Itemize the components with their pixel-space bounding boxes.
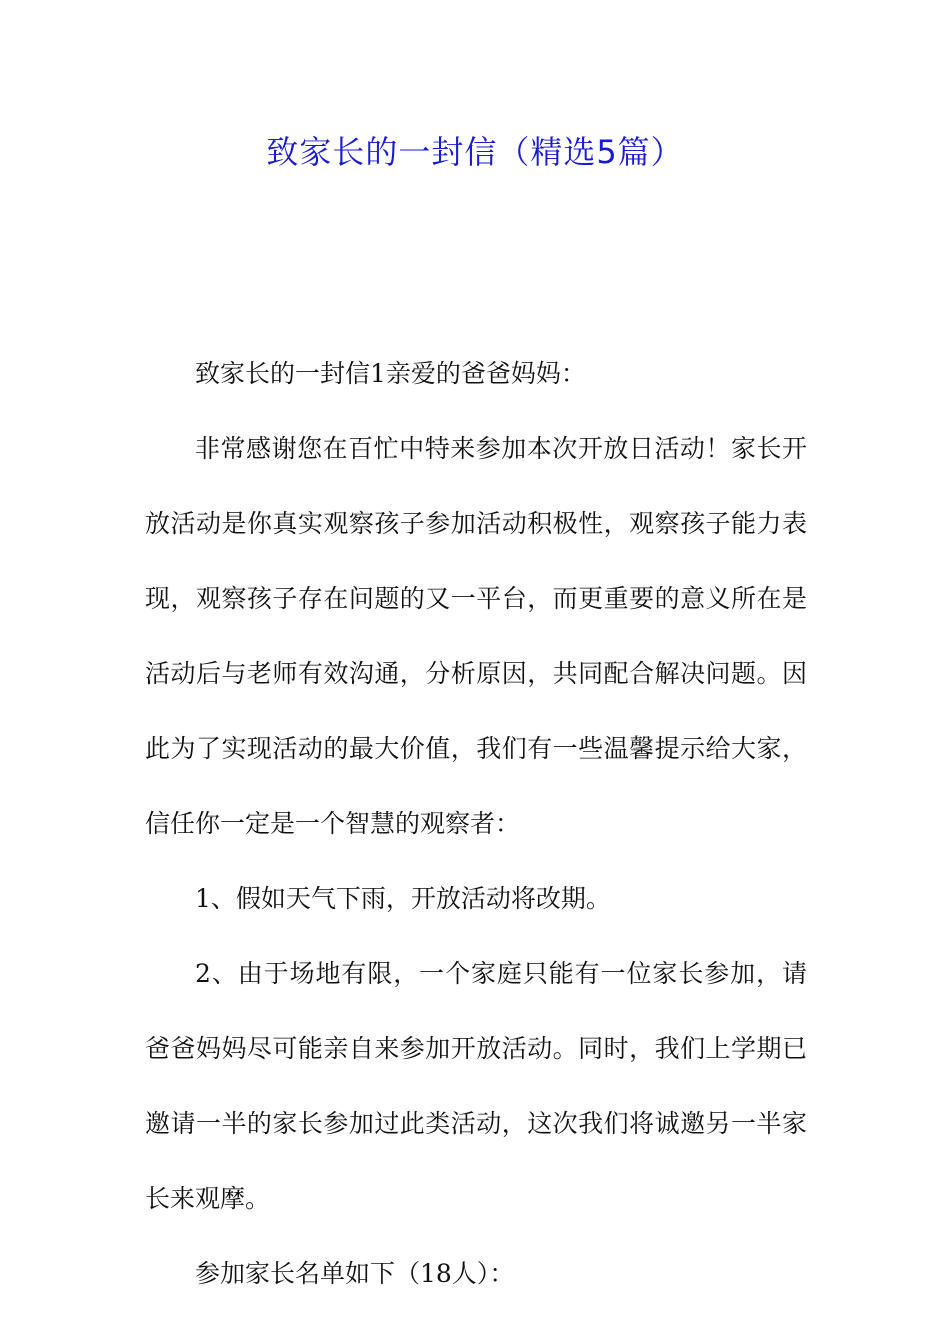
document-body <box>145 336 807 1311</box>
salutation-paragraph: 致家长的一封信1亲爱的爸爸妈妈： <box>195 359 586 388</box>
parent-list-heading: 参加家长名单如下（18人）： <box>195 1259 515 1288</box>
notice-item-1: 1、假如天气下雨，开放活动将改期。 <box>195 884 611 913</box>
document-title: 致家长的一封信（精选5篇） <box>266 133 684 171</box>
intro-paragraph: 非常感谢您在百忙中特来参加本次开放日活动！家长开放活动是你真实观察孩子参加活动积极性，观察孩子能力表现，观察孩子存在问题的又一平台，而更重要的意义所在是活动后与老师有效沟通，分析原因，共同配合解决问题。因此为了实现活动的最大价值，我们有一些温馨提示给大家，信任你一定是一个智慧的观察者： <box>145 434 807 838</box>
notice-item-2: 2、由于场地有限，一个家庭只能有一位家长参加，请爸爸妈妈尽可能亲自来参加开放活动。同时，我们上学期已邀请一半的家长参加过此类活动，这次我们将诚邀另一半家长来观摩。 <box>145 959 807 1213</box>
